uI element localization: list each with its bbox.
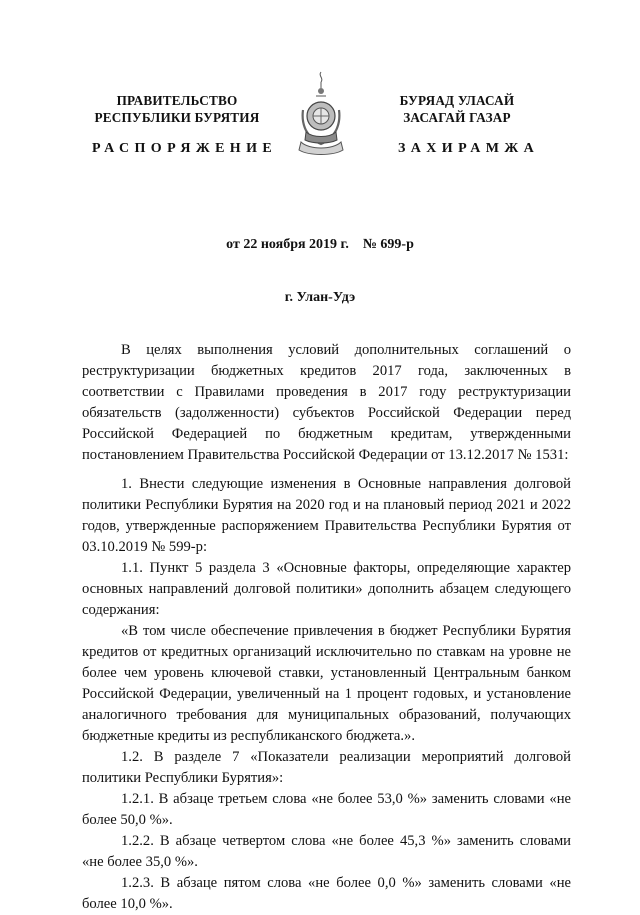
header-right-line2: ЗАСАГАЙ ГАЗАР [403, 110, 511, 125]
document-city: г. Улан-Удэ [284, 290, 356, 305]
paragraph-preamble: В целях выполнения условий дополнительных соглашений о реструктуризации бюджетных кредитов 2017 года, заключенных в соответствии с Правилами проведения в 2017 году реструктуризации обязательств (задолженности) субъектов Российской Федерации перед Российской Федерацией по бюджетным кредитам, утвержденными постановлением Правительства Российской Федерации от 13.12.2017 № 1531: [82, 342, 571, 463]
date-number-line [0, 237, 640, 253]
paragraph-item-1-2-1: 1.2.1. В абзаце третьем слова «не более 53,0 %» заменить словами «не более 50,0 %». [82, 791, 571, 828]
document-number: № 699-р [362, 237, 414, 252]
paragraph-item-1-2: 1.2. В разделе 7 «Показатели реализации мероприятий долговой политики Республики Бурятия»: [82, 749, 571, 786]
paragraph-item-1-2-2: 1.2.2. В абзаце четвертом слова «не более 45,3 %» заменить словами «не более 35,0 %». [82, 833, 571, 870]
paragraph-quote: «В том числе обеспечение привлечения в бюджет Республики Бурятия кредитов от кредитных организаций исключительно по ставкам на уровне не более чем уровень ключевой ставки, установленный Центральным банком Российской Федерации, увеличенный на 1 процент годовых, и установление аналогичного требования для муниципальных образований, получающих бюджетные кредиты из республиканского бюджета.». [82, 623, 571, 744]
paragraph-item-1: 1. Внести следующие изменения в Основные направления долговой политики Республики Бурятия на 2020 год и на плановый период 2021 и 2022 годов, утвержденные распоряжением Правительства Республики Бурятия от 03.10.2019 № 599-р: [82, 476, 571, 555]
header-left-line2: РЕСПУБЛИКИ БУРЯТИЯ [94, 110, 260, 125]
government-name-russian [82, 92, 272, 126]
document-type-buryat: ЗАХИРАМЖА [398, 141, 540, 156]
coat-of-arms-icon [297, 70, 345, 156]
document-date: от 22 ноября 2019 г. [226, 237, 349, 252]
header-right-line1: БУРЯАД УЛАСАЙ [399, 93, 515, 108]
paragraph-item-1-2-3: 1.2.3. В абзаце пятом слова «не более 0,0 %» заменить словами «не более 10,0 %». [82, 875, 571, 912]
document-type-russian: РАСПОРЯЖЕНИЕ [92, 141, 278, 156]
government-name-buryat [362, 92, 552, 126]
header-left-line1: ПРАВИТЕЛЬСТВО [116, 93, 238, 108]
paragraph-item-1-1: 1.1. Пункт 5 раздела 3 «Основные факторы, определяющие характер основных направлений долговой политики» дополнить абзацем следующего содержания: [82, 560, 571, 618]
document-body [82, 340, 571, 915]
